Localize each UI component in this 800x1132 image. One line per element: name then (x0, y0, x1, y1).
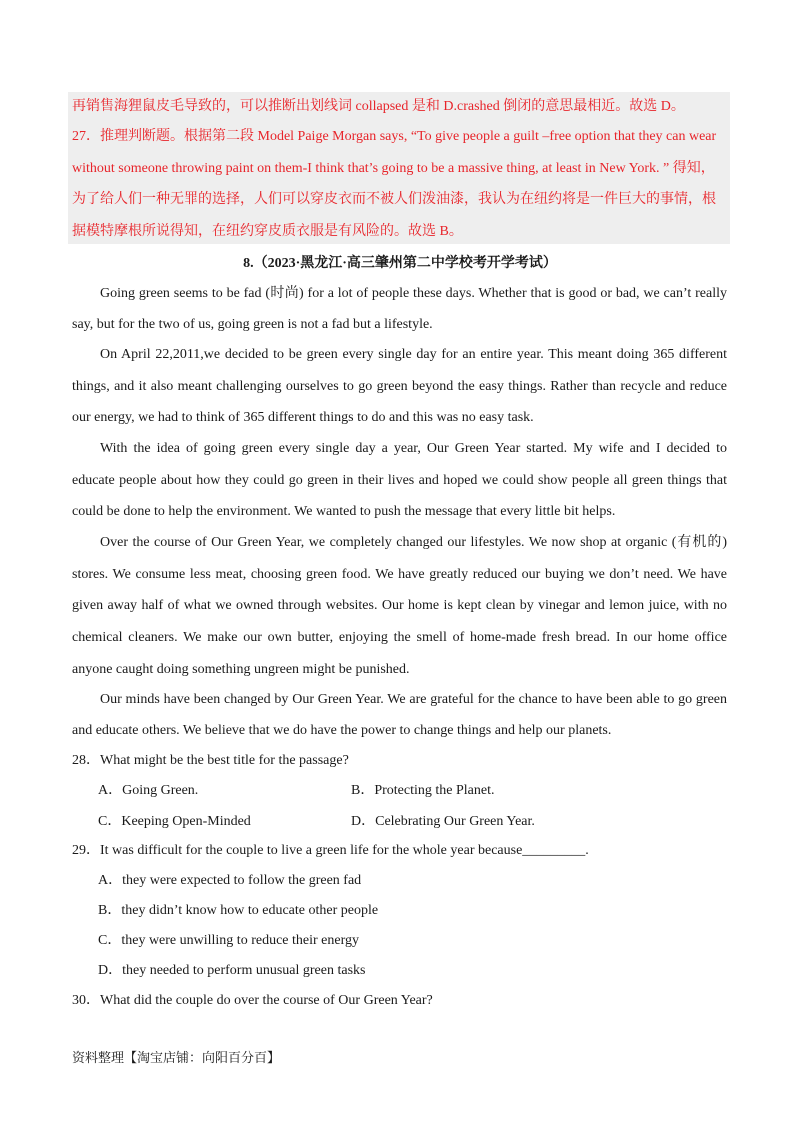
passage-line: things, and it also meant challenging ourselves to go green beyond the easy things. Rather than recycle and reduce (72, 379, 727, 394)
page-footer: 资料整理【淘宝店铺：向阳百分百】 (72, 1051, 281, 1066)
question-29-option-c: C．they were unwilling to reduce their energy (98, 933, 359, 948)
question-29-option-b: B．they didn’t know how to educate other people (98, 903, 379, 918)
passage-line: say, but for the two of us, going green is not a fad but a lifestyle. (72, 317, 433, 332)
passage-line: stores. We consume less meat, choosing green food. We have greatly reduced our buying we don’t need. We have (72, 567, 727, 582)
passage-line: educate people about how they could go green in their lives and hoped we could show people all green things that (72, 473, 727, 488)
passage-line: Going green seems to be fad (时尚) for a lot of people these days. Whether that is good or bad, we can’t really (100, 286, 727, 301)
question-28-option-c: C．Keeping Open-Minded (98, 814, 251, 829)
question-28-option-b: B．Protecting the Planet. (351, 783, 495, 798)
passage-line: On April 22,2011,we decided to be green every single day for an entire year. This meant doing 365 different (100, 347, 727, 362)
question-29-option-d: D．they needed to perform unusual green tasks (98, 963, 366, 978)
passage-line: and educate others. We believe that we do have the power to change things and help our planets. (72, 723, 612, 738)
passage-line: anyone caught doing something ungreen might be punished. (72, 662, 410, 677)
question-28-option-a: A．Going Green. (98, 783, 199, 798)
passage-line: chemical cleaners. We make our own butter, enjoying the smell of home-made fresh bread. In our home office (72, 630, 727, 645)
question-29-option-a: A．they were expected to follow the green fad (98, 873, 362, 888)
question-29-stem: 29．It was difficult for the couple to live a green life for the whole year because_________. (72, 843, 589, 858)
passage-line: our energy, we had to think of 365 different things to do and this was no easy task. (72, 410, 534, 425)
answer-line: 据模特摩根所说得知，在纽约穿皮质衣服是有风险的。故选 B。 (72, 224, 463, 239)
section-heading: 8.（2023·黑龙江·高三肇州第二中学校考开学考试） (243, 256, 557, 271)
answer-line: 27．推理判断题。根据第二段 Model Paige Morgan says, “To give people a guilt –free option that they can wear (72, 129, 717, 144)
answer-line: 为了给人们一种无罪的选择，人们可以穿皮衣而不被人们泼油漆，我认为在纽约将是一件巨大的事情，根 (72, 192, 716, 207)
answer-line: 再销售海狸鼠皮毛导致的，可以推断出划线词 collapsed 是和 D.crashed 倒闭的意思最相近。故选 D。 (72, 99, 685, 114)
question-28-stem: 28．What might be the best title for the passage? (72, 753, 349, 768)
passage-line: With the idea of going green every single day a year, Our Green Year started. My wife and I decided to (100, 441, 727, 456)
passage-line: could be done to help the environment. We wanted to push the message that every little bit helps. (72, 504, 616, 519)
passage-line: given away half of what we owned through websites. Our home is kept clean by vinegar and lemon juice, with no (72, 598, 727, 613)
passage-line: Over the course of Our Green Year, we completely changed our lifestyles. We now shop at organic (有机的) (100, 535, 727, 550)
question-28-option-d: D．Celebrating Our Green Year. (351, 814, 535, 829)
question-30-stem: 30．What did the couple do over the course of Our Green Year? (72, 993, 433, 1008)
answer-line: without someone throwing paint on them-I think that’s going to be a massive thing, at least in New York. ” 得知， (72, 161, 715, 176)
passage-line: Our minds have been changed by Our Green Year. We are grateful for the chance to have been able to go green (100, 692, 727, 707)
